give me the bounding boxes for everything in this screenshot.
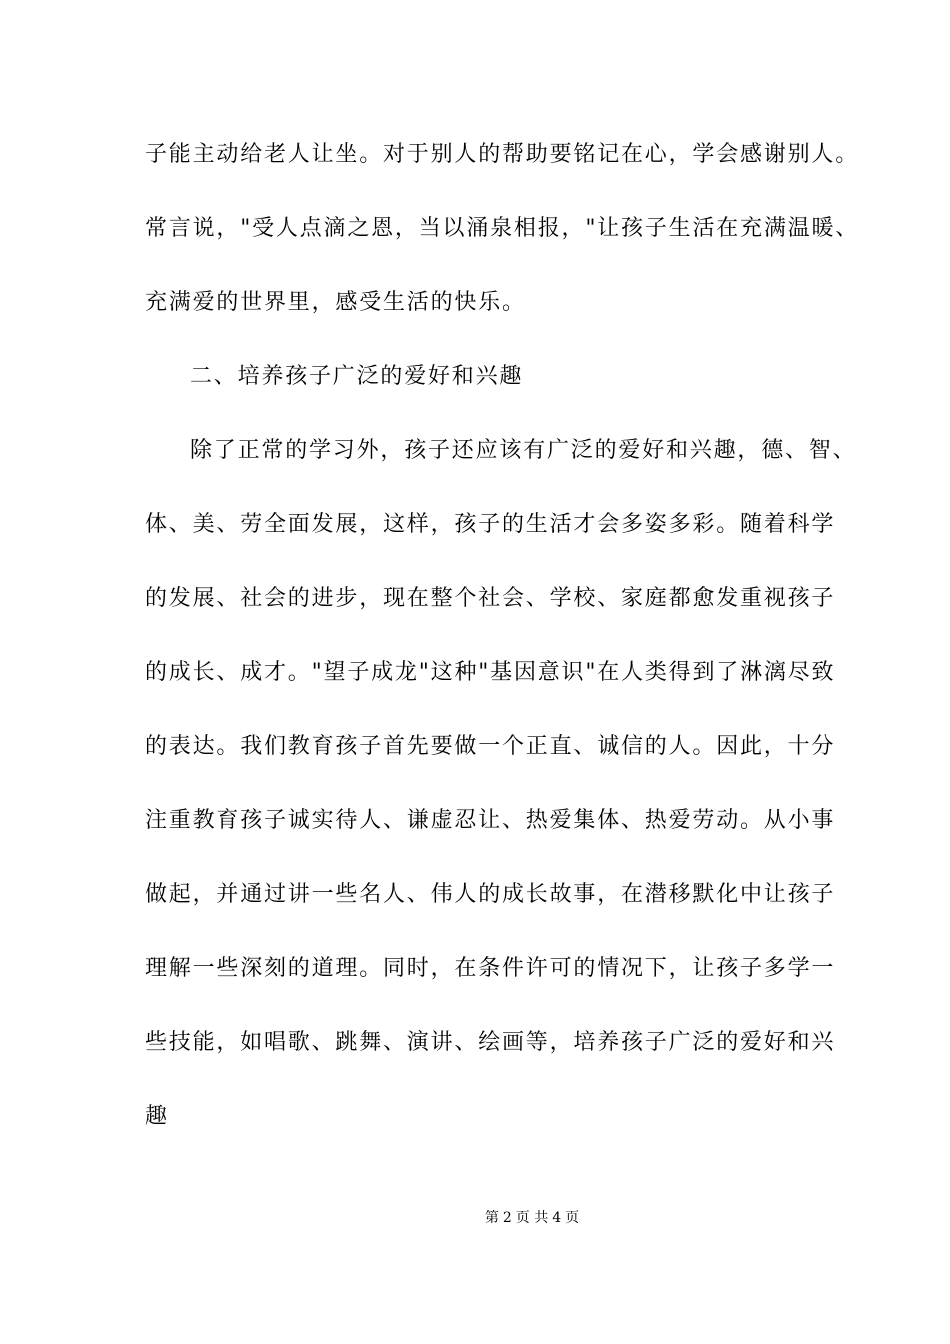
body-line-9: 的表达。我们教育孩子首先要做一个正直、诚信的人。因此，十分 — [145, 734, 836, 759]
body-line-2: 常言说，"受人点滴之恩，当以涌泉相报，"让孩子生活在充满温暖、 — [145, 216, 860, 241]
footer-mid: 页 共 — [515, 1210, 549, 1226]
body-line-12: 理解一些深刻的道理。同时，在条件许可的情况下，让孩子多学一 — [145, 956, 836, 981]
body-line-1: 子能主动给老人让坐。对于别人的帮助要铭记在心，学会感谢别人。 — [145, 142, 860, 167]
footer-total-pages: 4 — [552, 1210, 562, 1226]
body-line-3: 充满爱的世界里，感受生活的快乐。 — [145, 290, 526, 315]
body-line-13: 些技能，如唱歌、跳舞、演讲、绘画等，培养孩子广泛的爱好和兴 — [145, 1030, 836, 1055]
body-line-8: 的成长、成才。"望子成龙"这种"基因意识"在人类得到了淋漓尽致 — [145, 660, 836, 685]
body-line-5: 除了正常的学习外，孩子还应该有广泛的爱好和兴趣，德、智、 — [190, 438, 857, 463]
body-line-11: 做起，并通过讲一些名人、伟人的成长故事，在潜移默化中让孩子 — [145, 882, 836, 907]
body-line-7: 的发展、社会的进步，现在整个社会、学校、家庭都愈发重视孩子 — [145, 586, 836, 611]
body-line-6: 体、美、劳全面发展，这样，孩子的生活才会多姿多彩。随着科学 — [145, 512, 836, 537]
footer-prefix: 第 — [484, 1210, 499, 1226]
footer-current-page: 2 — [502, 1210, 512, 1226]
body-line-10: 注重教育孩子诚实待人、谦虚忍让、热爱集体、热爱劳动。从小事 — [145, 808, 836, 833]
section-heading: 二、培养孩子广泛的爱好和兴趣 — [190, 364, 524, 389]
footer-suffix: 页 — [565, 1210, 580, 1226]
page-footer — [0, 1208, 950, 1228]
body-line-14: 趣 — [145, 1104, 169, 1129]
